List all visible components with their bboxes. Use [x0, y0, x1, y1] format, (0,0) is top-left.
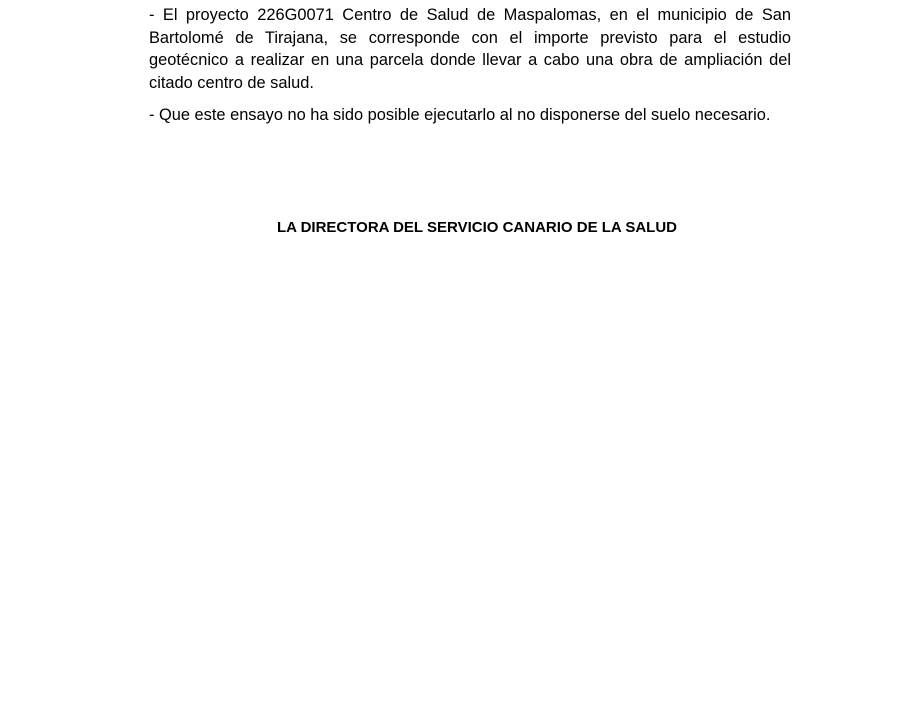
signature-title: LA DIRECTORA DEL SERVICIO CANARIO DE LA SALUD — [276, 219, 678, 236]
paragraph-project-description: - El proyecto 226G0071 Centro de Salud de Maspalomas, en el municipio de San Bartolomé de Tirajana, se corresponde con el importe previsto para el estudio geotécnico a realizar en una parcela donde llevar a cabo una obra de ampliación del citado centro de salud. — [149, 6, 791, 92]
document-body — [149, 4, 791, 137]
paragraph-test-not-executed: - Que este ensayo no ha sido posible ejecutarlo al no disponerse del suelo necesario. — [149, 106, 771, 125]
